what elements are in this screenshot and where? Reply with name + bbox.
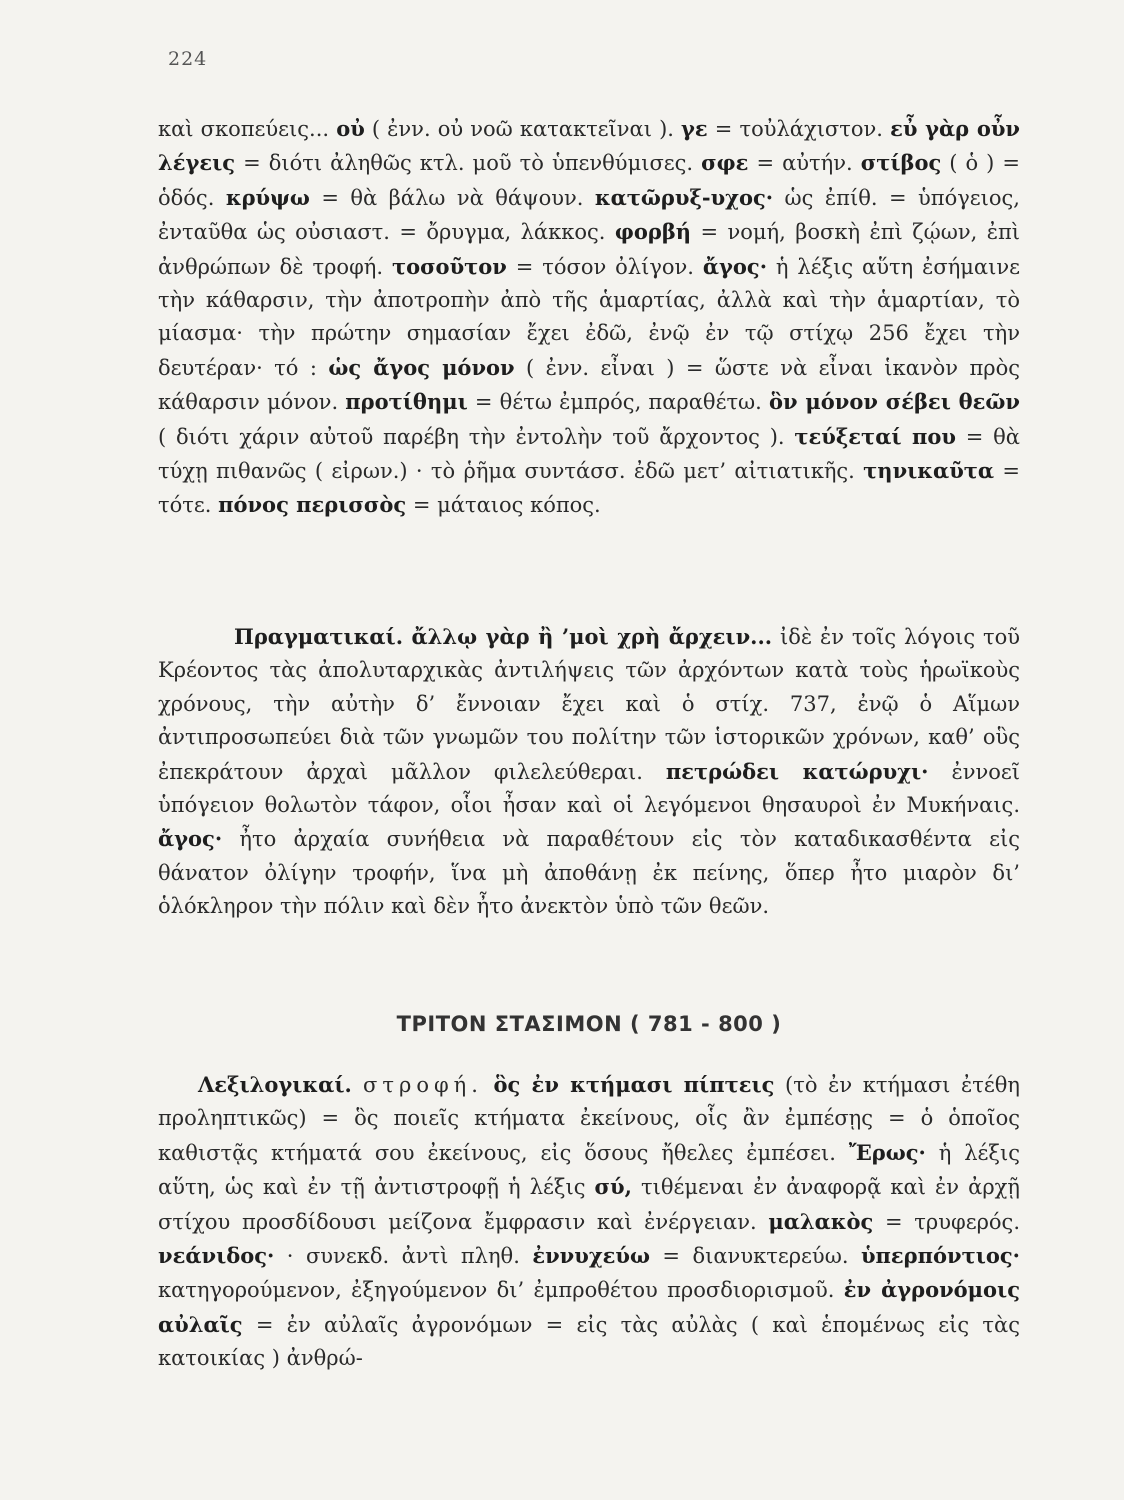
gloss-text: κατηγορούμενον, ἐξηγούμενον δι’ ἐμπροθέτου προσδιορισμοῦ. (158, 1278, 844, 1303)
headword: ὡς ἄγος μόνον (328, 354, 515, 380)
headword: κατῶρυξ-υχος· (594, 184, 774, 210)
headword: ὃν μόνον σέβει θεῶν (769, 389, 1020, 415)
headword: τεύξεταί που (794, 423, 956, 449)
gloss-text: = διανυκτερεύω. (649, 1244, 861, 1269)
gloss-text: ( ὁ ) = ὁδός. (158, 151, 1021, 210)
gloss-text: · συνεκδ. ἀντὶ πληθ. (274, 1244, 533, 1269)
gloss-text (483, 1073, 494, 1097)
gloss-text: = θὰ τύχῃ πιθανῶς ( εἰρων.) · τὸ ῥῆμα συντάσσ. ἐδῶ μετ’ αἰτιατικῆς. (158, 424, 1020, 484)
headword: Πραγματικαί. ἄλλῳ γὰρ ἢ ’μοὶ χρὴ ἄρχειν... (234, 624, 773, 649)
paragraph-lexical-notes (158, 112, 1020, 523)
headword: ἐννυχεύω (532, 1243, 650, 1269)
headword: πετρώδει κατώρυχι· (665, 758, 929, 784)
gloss-text: τιθέμεναι ἐν ἀναφορᾷ καὶ ἐν ἀρχῇ στίχου προσδίδουσι μείζονα ἔμφρασιν καὶ ἐνέργειαν. (158, 1175, 1020, 1234)
section-heading: ΤΡΙΤΟΝ ΣΤΑΣΙΜΟΝ ( 781 - 800 ) (396, 1012, 782, 1036)
headword: προτίθημι (345, 389, 468, 415)
headword: γε (681, 116, 708, 141)
gloss-text: = αὐτήν. (748, 151, 861, 176)
page-number: 224 (168, 48, 208, 70)
gloss-text: = τοὐλάχιστον. (707, 117, 891, 141)
gloss-text: = διότι ἀληθῶς κτλ. μοῦ τὸ ὑπενθύμισες. (235, 151, 702, 176)
headword: ἐν ἀγρονόμοις αὐλαῖς (158, 1277, 1020, 1337)
gloss-text: καὶ σκοπεύεις... (158, 117, 337, 141)
headword: ἄγος· (702, 253, 768, 279)
headword: ὃς ἐν κτήμασι πίπτεις (493, 1072, 775, 1097)
headword: νεάνιδος· (158, 1243, 275, 1269)
headword: μαλακὸς (768, 1208, 874, 1234)
headword: εὖ γὰρ οὖν λέγεις (158, 116, 1020, 176)
gloss-text: ( ἐνν. οὐ νοῶ κατακτεῖναι ). (364, 117, 682, 141)
gloss-text: = θέτω ἐμπρός, παραθέτω. (467, 390, 770, 415)
paragraph-stasimon-lexical-notes (158, 1068, 1020, 1376)
gloss-text: ( ἐνν. εἶναι ) = ὥστε νὰ εἶναι ἱκανὸν πρὸς κάθαρσιν μόνον. (158, 355, 1020, 415)
headword: φορβή (614, 219, 692, 245)
gloss-text: ὡς ἐπίθ. = ὑπόγειος, ἐνταῦθα ὡς οὐσιαστ. = ὄρυγμα, λάκκος. (158, 185, 1020, 245)
headword: Ἔρως· (848, 1139, 926, 1165)
gloss-text: = τρυφερός. (873, 1209, 1020, 1234)
gloss-text: ἦτο ἀρχαία συνήθεια νὰ παραθέτουν εἰς τὸν καταδικασθέντα εἰς θάνατον ὀλίγην τροφήν, ἵνα μὴ ἀποθάνῃ ἐκ πείνης, ὅπερ ἦτο μιαρὸν δι’ ὁλόκληρον τὴν πόλιν καὶ δὲν ἦτο ἀνεκτὸν ὑπὸ τῶν θεῶν. (158, 827, 1020, 919)
headword: σύ, (594, 1174, 632, 1200)
gloss-text: στροφή. (363, 1073, 483, 1097)
gloss-text: ἡ λέξις αὕτη, ὡς καὶ ἐν τῇ ἀντιστροφῇ ἡ λέξις (158, 1140, 1020, 1200)
headword: σφε (701, 150, 749, 176)
headword: πόνος περισσὸς (218, 492, 407, 518)
paragraph-factual-notes (158, 620, 1020, 924)
headword: στίβος (860, 150, 942, 176)
gloss-text: = θὰ βάλω νὰ θάψουν. (309, 185, 595, 210)
gloss-text: = μάταιος κόπος. (406, 493, 601, 518)
headword: ἄγος· (158, 826, 223, 852)
gloss-text: ἐννοεῖ ὑπόγειον θολωτὸν τάφον, οἷοι ἦσαν καὶ οἱ λεγόμενοι θησαυροὶ ἐν Μυκήναις. (158, 759, 1020, 818)
gloss-text: ἡ λέξις αὕτη ἐσήμαινε τὴν κάθαρσιν, τὴν ἀποτροπὴν ἀπὸ τῆς ἁμαρτίας, ἀλλὰ καὶ τὴν ἁμαρτίαν, τὸ μίασμα· τὴν πρώτην σημασίαν ἔχει ἐδῶ, ἐνῷ ἐν τῷ στίχῳ 256 ἔχει τὴν δευτέραν· τό : (158, 254, 1020, 380)
headword: κρύψω (225, 184, 310, 210)
headword: τηνικαῦτα (863, 458, 995, 484)
gloss-text: ἰδὲ ἐν τοῖς λόγοις τοῦ Κρέοντος τὰς ἀπολυταρχικὰς ἀντιλήψεις τῶν ἀρχόντων κατὰ τοὺς ἡρωϊκοὺς χρόνους, τὴν αὐτὴν δ’ ἔννοιαν ἔχει καὶ ὁ στίχ. 737, ἐνῷ ὁ Αἵμων ἀντιπροσωπεύει διὰ τῶν γνωμῶν του πολίτην τῶν ἱστορικῶν χρόνων, καθ’ οὓς ἐπεκράτουν ἀρχαὶ μᾶλλον φιλελεύθεραι. (158, 625, 1021, 784)
headword: ὑπερπόντιος· (860, 1243, 1020, 1269)
gloss-text: (τὸ ἐν κτήμασι ἐτέθη προληπτικῶς) = ὃς ποιεῖς κτήματα ἐκείνους, οἷς ἂν ἐμπέσῃς = ὁ ὁποῖος καθιστᾷς κτήματά σου ἐκείνους, εἰς ὅσους ἤθελες ἐμπέσει. (158, 1073, 1020, 1165)
gloss-text: = νομή, βοσκὴ ἐπὶ ζῴων, ἐπὶ ἀνθρώπων δὲ τροφή. (158, 220, 1020, 279)
gloss-text: ( διότι χάριν αὐτοῦ παρέβη τὴν ἐντολὴν τοῦ ἄρχοντος ). (158, 424, 795, 449)
headword: οὐ (336, 116, 365, 141)
gloss-text: = ἐν αὐλαῖς ἀγρονόμων = εἰς τὰς αὐλὰς ( καὶ ἑπομένως εἰς τὰς κατοικίας ) ἀνθρώ- (158, 1312, 1020, 1371)
headword: Λεξιλογικαί. (198, 1072, 364, 1097)
headword: τοσοῦτον (391, 253, 507, 279)
gloss-text: = τόσον ὀλίγον. (506, 254, 703, 279)
gloss-text: = τότε. (158, 459, 1020, 518)
